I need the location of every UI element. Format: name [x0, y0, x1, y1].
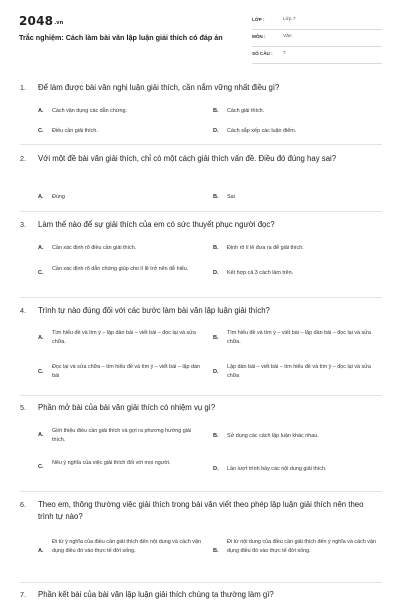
- question-number: 5.: [20, 403, 26, 412]
- meta-value: Lớp 7: [283, 17, 296, 22]
- divider: [20, 211, 382, 212]
- divider: [20, 582, 382, 583]
- option-letter: B.: [213, 433, 219, 439]
- question-text: Theo em, thông thường việc giải thích trong bài văn viết theo phép lập luận giải thích nên theo trình tự nào?: [38, 500, 364, 521]
- option-letter: A.: [38, 245, 44, 251]
- option-letter: C.: [38, 128, 44, 134]
- option-text: Cần xác định rõ điều cần giải thích.: [52, 245, 137, 251]
- divider: [20, 144, 382, 145]
- meta-value: 7: [283, 51, 286, 56]
- option-letter: B.: [213, 335, 219, 341]
- option-text: Điều cần giải thích.: [52, 128, 98, 134]
- logo-text: 2048: [19, 14, 54, 28]
- option-text: Đọc lại và sửa chữa – tìm hiểu đề và tìm ý – viết bài – lập dàn bài: [52, 364, 201, 379]
- divider: [20, 491, 382, 492]
- site-logo[interactable]: [19, 14, 64, 28]
- option-text: Cách vận dụng các dẫn chứng.: [52, 108, 127, 114]
- logo-suffix: .vn: [54, 20, 64, 26]
- option-letter: A.: [38, 335, 44, 341]
- question-text: Phần kết bài của bài văn lập luận giải thích chúng ta thường làm gì?: [38, 590, 274, 599]
- question-number: 7.: [20, 590, 26, 599]
- question-text: Với một đề bài văn giải thích, chỉ có một cách giải thích vấn đề. Điều đó đúng hay sai?: [38, 154, 337, 163]
- option-text: Sai: [227, 194, 235, 200]
- option-letter: A.: [38, 194, 44, 200]
- option-text: Giới thiệu điều cần giải thích và gợi ra phương hướng giải thích.: [52, 428, 192, 443]
- option-text: Đi từ nội dung của điều cần giải thích đến ý nghĩa và cách vận dụng điều đó vào thực tế đời sống.: [227, 539, 376, 554]
- question-number: 6.: [20, 500, 26, 509]
- option-text: Sử dụng các cách lập luận khác nhau.: [227, 433, 319, 439]
- page-title: Trắc nghiệm: Cách làm bài văn lập luận giải thích có đáp án: [19, 33, 223, 42]
- option-letter: D.: [213, 369, 219, 375]
- option-letter: B.: [213, 194, 219, 200]
- option-text: Kết hợp cả 3 cách làm trên.: [227, 270, 294, 276]
- option-letter: A.: [38, 548, 44, 554]
- question-number: 4.: [20, 306, 26, 315]
- question-text: Trình tự nào đúng đối với các bước làm bài văn lập luận giải thích?: [38, 306, 270, 315]
- meta-value: Văn: [283, 34, 292, 39]
- option-text: Tìm hiểu đề và tìm ý – viết bài – lập dàn bài – đọc lại và sửa chữa.: [227, 330, 371, 345]
- meta-label: MÔN :: [252, 34, 266, 39]
- option-letter: B.: [213, 245, 219, 251]
- meta-label: SỐ CÂU :: [252, 51, 273, 56]
- option-letter: C.: [38, 369, 44, 375]
- divider: [20, 297, 382, 298]
- question-number: 2.: [20, 154, 26, 163]
- option-text: Nêu ý nghĩa của việc giải thích đối với mọi người.: [52, 460, 171, 466]
- question-number: 3.: [20, 220, 26, 229]
- meta-row-class: [252, 14, 382, 30]
- option-letter: C.: [38, 464, 44, 470]
- question-text: Phần mở bài của bài văn giải thích có nhiệm vụ gì?: [38, 403, 216, 412]
- question-number: 1.: [20, 83, 26, 92]
- question-text: Làm thế nào để sự giải thích của em có sức thuyết phục người đọc?: [38, 220, 275, 229]
- option-letter: B.: [213, 548, 219, 554]
- option-letter: D.: [213, 466, 219, 472]
- option-letter: B.: [213, 108, 219, 114]
- divider: [20, 395, 382, 396]
- quiz-meta: [252, 14, 382, 65]
- option-text: Cần xác định rõ dẫn chứng giúp cho lí lẽ trở nên dễ hiểu.: [52, 266, 189, 272]
- option-text: Lần lượt trình bày các nội dung giải thích.: [227, 466, 327, 472]
- option-text: Cách giải thích.: [227, 108, 265, 114]
- option-text: Định rõ lí lẽ đưa ra để giải thích.: [227, 245, 304, 251]
- option-letter: D.: [213, 270, 219, 276]
- option-text: Đi từ ý nghĩa của điều cần giải thích đến nội dung và cách vận dụng điều đó vào thực tế đời sống.: [52, 539, 201, 554]
- option-text: Tìm hiểu đề và tìm ý – lập dàn bài – viết bài – đọc lại và sửa chữa.: [52, 330, 196, 345]
- meta-label: LỚP :: [252, 17, 265, 22]
- question-text: Để làm được bài văn nghị luận giải thích, cần nắm vững nhất điều gì?: [38, 83, 280, 92]
- option-letter: C.: [38, 270, 44, 276]
- option-text: Đúng: [52, 194, 65, 200]
- option-letter: D.: [213, 128, 219, 134]
- option-text: Cách sắp xếp các luận điểm.: [227, 128, 297, 134]
- meta-row-count: [252, 48, 382, 64]
- option-letter: A.: [38, 108, 44, 114]
- page-header: [0, 0, 400, 70]
- meta-row-subject: [252, 31, 382, 47]
- option-letter: A.: [38, 432, 44, 438]
- option-text: Lập dàn bài – viết bài – tìm hiểu đề và tìm ý – đọc lại và sửa chữa: [227, 364, 371, 379]
